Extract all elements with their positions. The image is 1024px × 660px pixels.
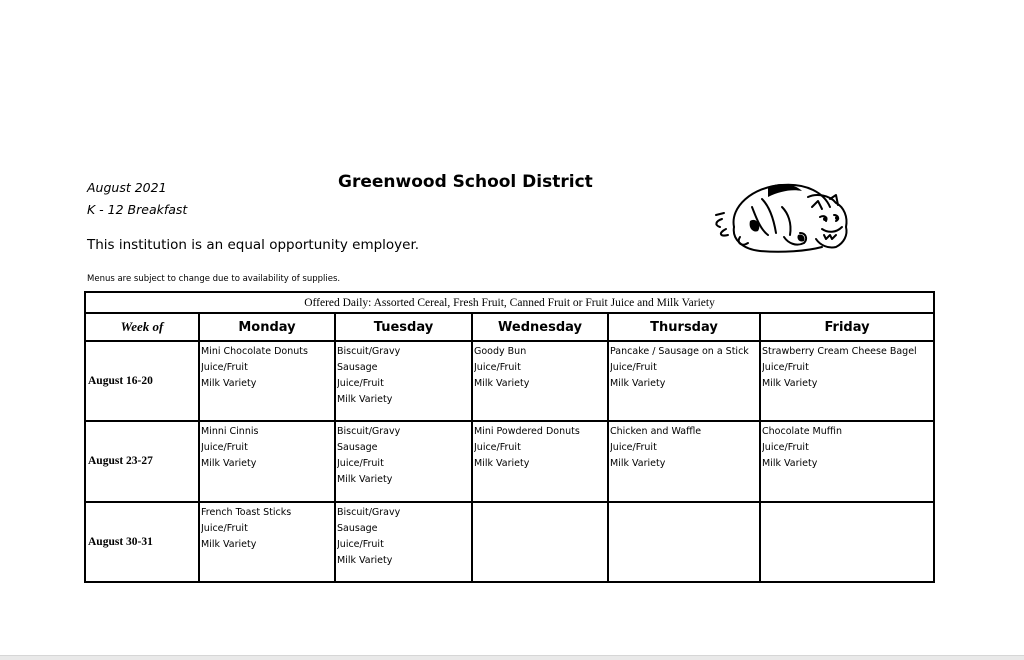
bulldog-mascot-icon	[712, 177, 854, 257]
day-header-thursday: Thursday	[608, 313, 760, 341]
menu-item: Juice/Fruit	[762, 442, 809, 454]
menu-item: Juice/Fruit	[762, 362, 809, 373]
menu-item: Juice/Fruit	[337, 458, 384, 470]
menu-item: Biscuit/Gravy	[337, 506, 401, 518]
table-row	[85, 341, 934, 421]
menu-item: Juice/Fruit	[610, 362, 657, 373]
menu-item: Juice/Fruit	[201, 362, 248, 373]
menu-disclaimer: Menus are subject to change due to availability of supplies.	[87, 274, 341, 284]
menu-cell-tuesday	[335, 421, 472, 501]
menu-item: French Toast Sticks	[201, 506, 292, 518]
menu-cell-wednesday	[472, 341, 608, 421]
menu-item: Milk Variety	[201, 458, 257, 470]
menu-month: August 2021	[87, 180, 167, 195]
menu-item: Minni Cinnis	[201, 426, 259, 438]
menu-item: Chocolate Muffin	[762, 426, 842, 438]
district-title: Greenwood School District	[338, 172, 593, 192]
week-label: August 16-20	[85, 341, 199, 421]
menu-item: Milk Variety	[610, 458, 666, 470]
menu-cell-monday	[199, 341, 335, 421]
menu-item: Milk Variety	[474, 378, 530, 389]
menu-cell-thursday	[608, 341, 760, 421]
menu-cell-friday	[760, 421, 934, 501]
menu-item: Pancake / Sausage on a Stick	[610, 346, 749, 357]
week-label: August 30-31	[85, 502, 199, 582]
menu-item: Chicken and Waffle	[610, 426, 702, 438]
offered-daily-banner: Offered Daily: Assorted Cereal, Fresh Fruit, Canned Fruit or Fruit Juice and Milk Variety	[85, 292, 934, 313]
menu-item: Milk Variety	[201, 538, 257, 550]
table-row	[85, 421, 934, 501]
menu-item: Strawberry Cream Cheese Bagel	[762, 346, 917, 357]
menu-item: Juice/Fruit	[474, 362, 521, 373]
day-header-monday: Monday	[199, 313, 335, 341]
menu-item: Milk Variety	[337, 554, 393, 566]
week-label: August 23-27	[85, 421, 199, 501]
menu-item: Sausage	[337, 522, 378, 534]
menu-item: Juice/Fruit	[474, 442, 521, 454]
menu-cell-monday	[199, 421, 335, 501]
menu-item: Milk Variety	[201, 378, 257, 389]
menu-item: Biscuit/Gravy	[337, 426, 401, 438]
day-header-wednesday: Wednesday	[472, 313, 608, 341]
menu-item: Sausage	[337, 362, 378, 373]
menu-cell-monday	[199, 502, 335, 582]
menu-cell-tuesday	[335, 502, 472, 582]
menu-item: Milk Variety	[474, 458, 530, 470]
menu-item: Sausage	[337, 442, 378, 454]
menu-item: Juice/Fruit	[201, 522, 248, 534]
menu-item: Juice/Fruit	[337, 378, 384, 389]
menu-item: Goody Bun	[474, 346, 527, 357]
menu-item: Milk Variety	[762, 378, 818, 389]
menu-cell-tuesday	[335, 341, 472, 421]
week-of-header: Week of	[85, 313, 199, 341]
menu-item: Milk Variety	[762, 458, 818, 470]
menu-cell-friday	[760, 341, 934, 421]
menu-item: Biscuit/Gravy	[337, 346, 401, 357]
table-row	[85, 502, 934, 582]
menu-item: Juice/Fruit	[201, 442, 248, 454]
menu-item: Mini Chocolate Donuts	[201, 346, 308, 357]
menu-item: Milk Variety	[337, 394, 393, 405]
menu-item: Mini Powdered Donuts	[474, 426, 580, 438]
menu-cell-wednesday	[472, 421, 608, 501]
menu-item: Juice/Fruit	[337, 538, 384, 550]
equal-opportunity-statement: This institution is an equal opportunity employer.	[87, 237, 420, 253]
menu-program: K - 12 Breakfast	[87, 202, 188, 217]
menu-cell-wednesday	[472, 502, 608, 582]
breakfast-menu-table	[84, 291, 935, 583]
menu-cell-thursday	[608, 421, 760, 501]
day-header-tuesday: Tuesday	[335, 313, 472, 341]
menu-period	[87, 177, 187, 221]
menu-cell-thursday	[608, 502, 760, 582]
menu-item: Juice/Fruit	[610, 442, 657, 454]
day-header-friday: Friday	[760, 313, 934, 341]
menu-item: Milk Variety	[610, 378, 666, 389]
menu-item: Milk Variety	[337, 474, 393, 486]
window-bottom-edge	[0, 655, 1024, 660]
menu-cell-friday	[760, 502, 934, 582]
